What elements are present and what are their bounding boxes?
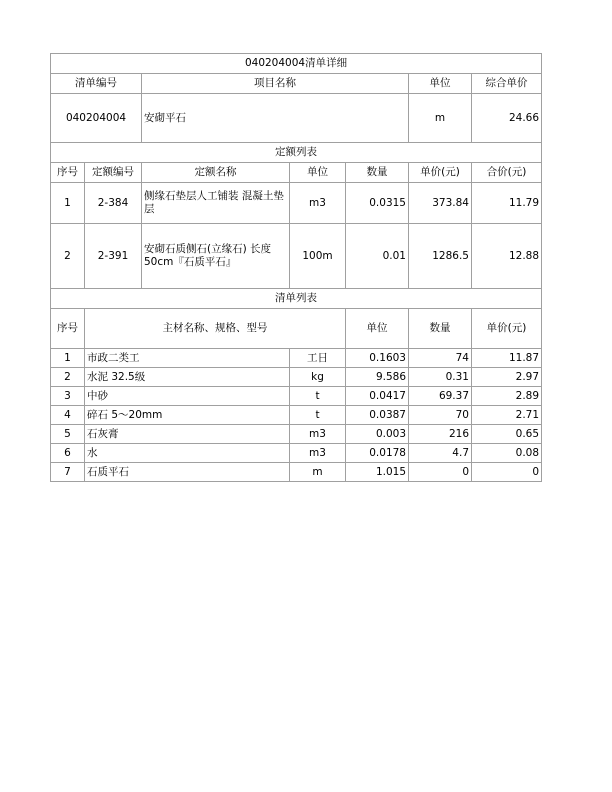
quota-code: 2-391 [85,224,142,289]
material-name: 水泥 32.5级 [85,368,290,387]
material-qty: 0.003 [346,425,409,444]
title-row [51,54,542,74]
material-unit: m3 [290,425,346,444]
item-code: 040204004 [51,94,142,143]
quota-row [51,224,542,289]
material-section-title: 清单列表 [51,289,542,309]
material-unit-price: 0.31 [409,368,472,387]
quota-section-title: 定额列表 [51,143,542,163]
material-unit: t [290,387,346,406]
material-unit: kg [290,368,346,387]
material-name: 市政二类工 [85,349,290,368]
material-index: 4 [51,406,85,425]
quota-index: 2 [51,224,85,289]
material-qty: 0.0417 [346,387,409,406]
quota-header-total: 合价(元) [472,163,542,183]
item-row [51,94,542,143]
quota-name: 侧缘石垫层人工铺装 混凝土垫层 [142,183,290,224]
material-unit: m3 [290,444,346,463]
material-index: 7 [51,463,85,482]
quota-header-unit-price: 单价(元) [409,163,472,183]
material-name: 石灰膏 [85,425,290,444]
table-title: 040204004清单详细 [51,54,542,74]
material-index: 3 [51,387,85,406]
material-row [51,368,542,387]
quota-header-index: 序号 [51,163,85,183]
material-unit-price: 74 [409,349,472,368]
quota-qty: 0.01 [346,224,409,289]
quota-total: 11.79 [472,183,542,224]
material-unit-price: 70 [409,406,472,425]
material-row [51,349,542,368]
material-row [51,463,542,482]
quota-unit-price: 373.84 [409,183,472,224]
item-header-composite-price: 综合单价 [472,74,542,94]
material-section-row [51,289,542,309]
material-name: 石质平石 [85,463,290,482]
material-unit-price: 4.7 [409,444,472,463]
item-header-name: 项目名称 [142,74,409,94]
material-qty: 0.0178 [346,444,409,463]
material-unit: m [290,463,346,482]
item-header-code: 清单编号 [51,74,142,94]
quota-row [51,183,542,224]
quota-section-row [51,143,542,163]
material-qty: 9.586 [346,368,409,387]
quota-unit: m3 [290,183,346,224]
item-unit: m [409,94,472,143]
bill-detail-table [50,53,542,482]
material-total: 2.97 [472,368,542,387]
quota-total: 12.88 [472,224,542,289]
material-header-index: 序号 [51,309,85,349]
material-index: 5 [51,425,85,444]
quota-unit-price: 1286.5 [409,224,472,289]
material-header-unit-price: 单价(元) [472,309,542,349]
quota-qty: 0.0315 [346,183,409,224]
material-total: 0.08 [472,444,542,463]
quota-header-unit: 单位 [290,163,346,183]
material-header-qty: 数量 [409,309,472,349]
material-header-unit: 单位 [346,309,409,349]
item-composite-price: 24.66 [472,94,542,143]
material-total: 11.87 [472,349,542,368]
quota-name: 安砌石质侧石(立缘石) 长度50cm『石质平石』 [142,224,290,289]
material-row [51,406,542,425]
material-qty: 0.1603 [346,349,409,368]
material-qty: 0.0387 [346,406,409,425]
quota-index: 1 [51,183,85,224]
material-unit-price: 69.37 [409,387,472,406]
quota-header-qty: 数量 [346,163,409,183]
material-row [51,387,542,406]
material-index: 6 [51,444,85,463]
quota-header-code: 定额编号 [85,163,142,183]
quota-unit: 100m [290,224,346,289]
item-name: 安砌平石 [142,94,409,143]
material-header-name: 主材名称、规格、型号 [85,309,346,349]
material-qty: 1.015 [346,463,409,482]
material-name: 碎石 5～20mm [85,406,290,425]
item-header-row [51,74,542,94]
quota-code: 2-384 [85,183,142,224]
material-name: 中砂 [85,387,290,406]
material-index: 1 [51,349,85,368]
item-header-unit: 单位 [409,74,472,94]
quota-header-row [51,163,542,183]
material-total: 0 [472,463,542,482]
material-header-row [51,309,542,349]
material-name: 水 [85,444,290,463]
material-unit: t [290,406,346,425]
quota-header-name: 定额名称 [142,163,290,183]
material-row [51,425,542,444]
material-total: 2.89 [472,387,542,406]
material-index: 2 [51,368,85,387]
material-unit-price: 0 [409,463,472,482]
material-total: 2.71 [472,406,542,425]
material-unit: 工日 [290,349,346,368]
material-total: 0.65 [472,425,542,444]
material-row [51,444,542,463]
material-unit-price: 216 [409,425,472,444]
